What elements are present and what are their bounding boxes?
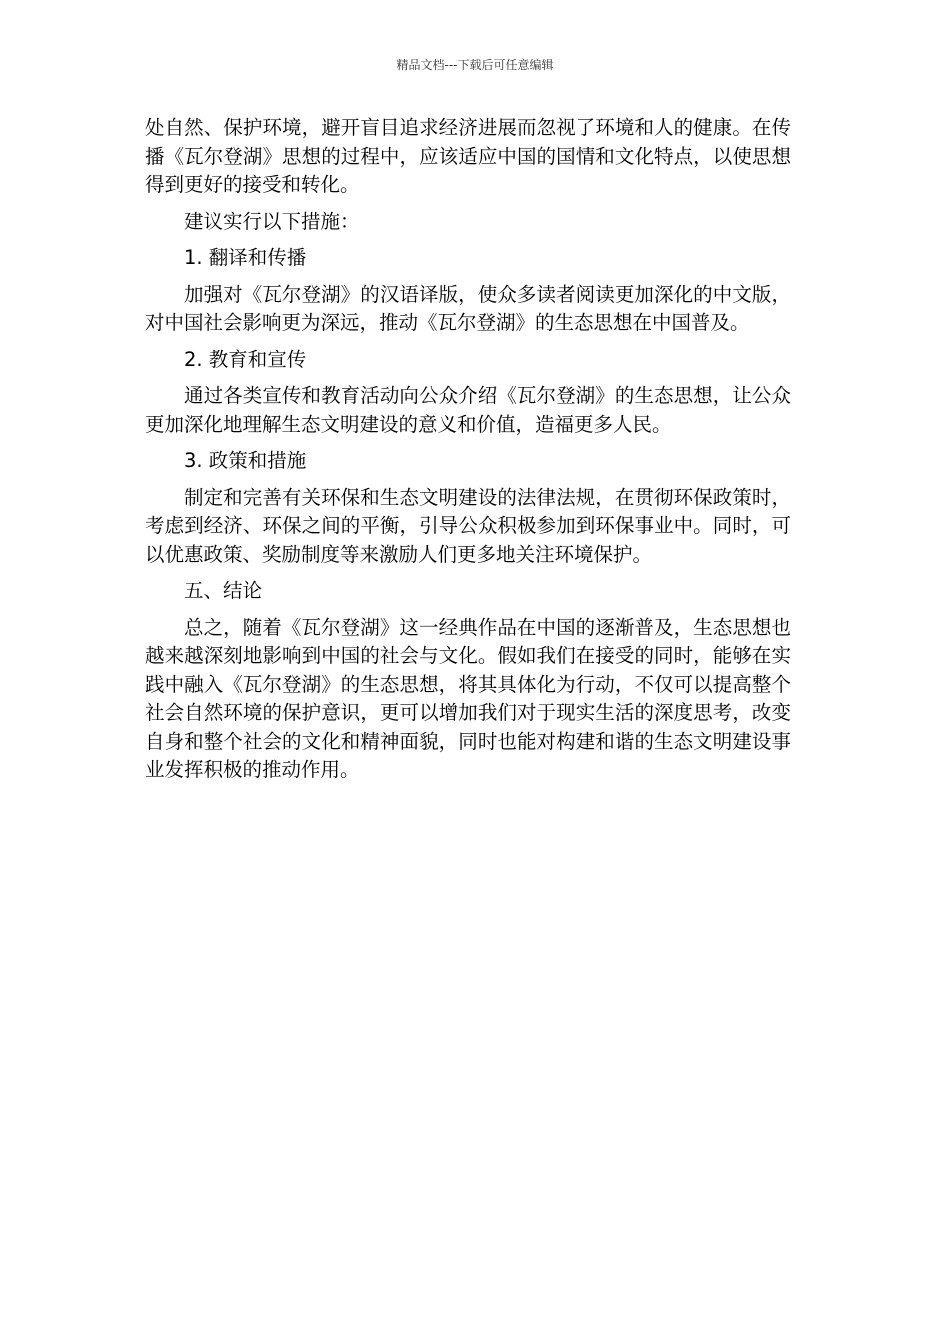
heading-policy: 3. 政策和措施 [184,449,307,472]
paragraph-continuation: 处自然、保护环境，避开盲目追求经济进展而忽视了环境和人的健康。在传播《瓦尔登湖》思想的过程中，应该适应中国的国情和文化特点，以使思想得到更好的接受和转化。 [145,116,791,196]
heading-education: 2. 教育和宣传 [184,347,307,371]
page-header: 精品文档---下载后可任意编辑 [396,58,554,72]
paragraph-translation: 加强对《瓦尔登湖》的汉语译版，使众多读者阅读更加深化的中文版，对中国社会影响更为深远，推动《瓦尔登湖》的生态思想在中国普及。 [145,282,791,334]
heading-translation: 1. 翻译和传播 [184,246,307,269]
measures-intro: 建议实行以下措施： [184,209,360,233]
paragraph-conclusion: 总之，随着《瓦尔登湖》这一经典作品在中国的逐渐普及，生态思想也越来越深刻地影响到中国的社会与文化。假如我们在接受的同时，能够在实践中融入《瓦尔登湖》的生态思想，将其具体化为行动，不仅可以提高整个社会自然环境的保护意识，更可以增加我们对于现实生活的深度思考，改变自身和整个社会的文化和精神面貌，同时也能对构建和谐的生态文明建设事业发挥积极的推动作用。 [145,615,791,781]
document-body [145,114,791,793]
heading-conclusion: 五、结论 [184,579,263,602]
paragraph-policy: 制定和完善有关环保和生态文明建设的法律法规，在贯彻环保政策时，考虑到经济、环保之间的平衡，引导公众积极参加到环保事业中。同时，可以优惠政策、奖励制度等来激励人们更多地关注环境保护。 [145,485,791,566]
paragraph-education: 通过各类宣传和教育活动向公众介绍《瓦尔登湖》的生态思想，让公众更加深化地理解生态文明建设的意义和价值，造福更多人民。 [145,384,791,436]
